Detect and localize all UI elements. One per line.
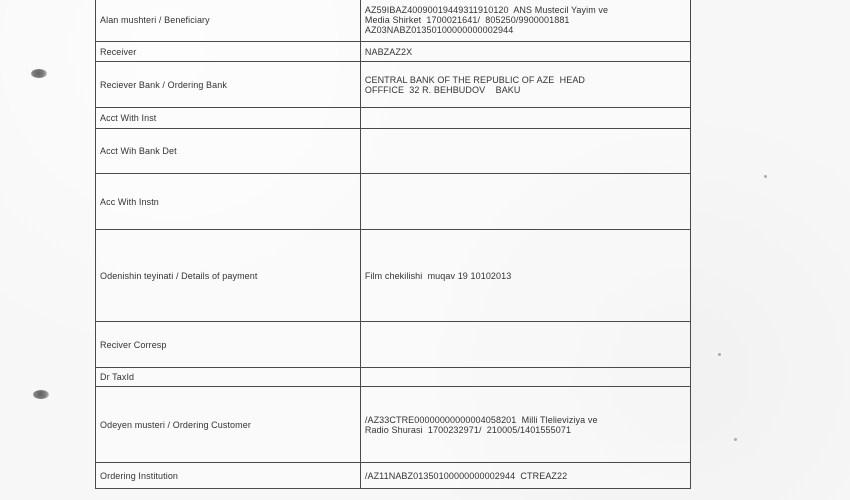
table-row-receiver-bank xyxy=(96,62,691,108)
receiver-label: Receiver xyxy=(96,42,361,62)
receiver-bank-line-2: OFFFICE 32 R. BEHBUDOV BAKU xyxy=(364,84,521,95)
punch-hole-icon xyxy=(33,390,49,399)
acct-wih-bank-det-label: Acct Wih Bank Det xyxy=(96,129,361,174)
reciver-corresp-value xyxy=(360,322,690,368)
receiver-bank-value xyxy=(360,62,690,108)
receiver-line-1: NABZAZ2X xyxy=(364,46,413,57)
table-row-ordering-customer xyxy=(96,387,691,463)
table-row-acct-with-inst xyxy=(96,108,691,129)
receiver-bank-line-1: CENTRAL BANK OF THE REPUBLIC OF AZE HEAD xyxy=(364,74,586,85)
table-row-details-of-payment xyxy=(96,230,691,322)
table-row-receiver xyxy=(96,42,691,62)
ordering-customer-value xyxy=(360,387,690,463)
table-row-beneficiary xyxy=(96,0,691,42)
acct-with-inst-label: Acct With Inst xyxy=(96,108,361,129)
receiver-bank-label: Reciever Bank / Ordering Bank xyxy=(96,62,361,108)
details-of-payment-line-1: Film chekilishi muqav 19 10102013 xyxy=(364,270,512,281)
dr-taxid-value xyxy=(360,368,690,387)
scan-speck-icon xyxy=(764,175,767,178)
table-row-reciver-corresp xyxy=(96,322,691,368)
ordering-institution-value xyxy=(360,463,690,489)
scan-speck-icon xyxy=(718,353,721,356)
details-of-payment-label: Odenishin teyinati / Details of payment xyxy=(96,230,361,322)
ordering-customer-line-2: Radio Shurasi 1700232971/ 210005/1401555071 xyxy=(364,424,572,435)
acc-with-instn-label: Acc With Instn xyxy=(96,174,361,230)
table-row-ordering-institution xyxy=(96,463,691,489)
acct-with-inst-value xyxy=(360,108,690,129)
ordering-customer-label: Odeyen musteri / Ordering Customer xyxy=(96,387,361,463)
table-row-dr-taxid xyxy=(96,368,691,387)
dr-taxid-label: Dr TaxId xyxy=(96,368,361,387)
table-row-acc-with-instn xyxy=(96,174,691,230)
payment-details-table xyxy=(95,0,691,489)
receiver-value xyxy=(360,42,690,62)
beneficiary-label: Alan mushteri / Beneficiary xyxy=(96,0,361,42)
beneficiary-value xyxy=(360,0,690,42)
scan-speck-icon xyxy=(734,438,737,441)
punch-hole-icon xyxy=(31,69,47,78)
details-of-payment-value xyxy=(360,230,690,322)
ordering-customer-line-1: /AZ33CTRE00000000000004058201 Milli Tlelieviziya ve xyxy=(364,414,598,425)
beneficiary-line-3: AZ03NABZ01350100000000002944 xyxy=(364,25,514,35)
ordering-institution-line-1: /AZ11NABZ01350100000000002944 CTREAZ22 xyxy=(364,470,568,481)
acc-with-instn-value xyxy=(360,174,690,230)
ordering-institution-label: Ordering Institution xyxy=(96,463,361,489)
reciver-corresp-label: Reciver Corresp xyxy=(96,322,361,368)
beneficiary-line-2: Media Shirket 1700021641/ 805250/9900001881 xyxy=(364,15,570,25)
beneficiary-line-1: AZ59IBAZ40090019449311910120 ANS Mustecil Yayim ve xyxy=(364,5,609,15)
acct-wih-bank-det-value xyxy=(360,129,690,174)
table-row-acct-wih-bank-det xyxy=(96,129,691,174)
